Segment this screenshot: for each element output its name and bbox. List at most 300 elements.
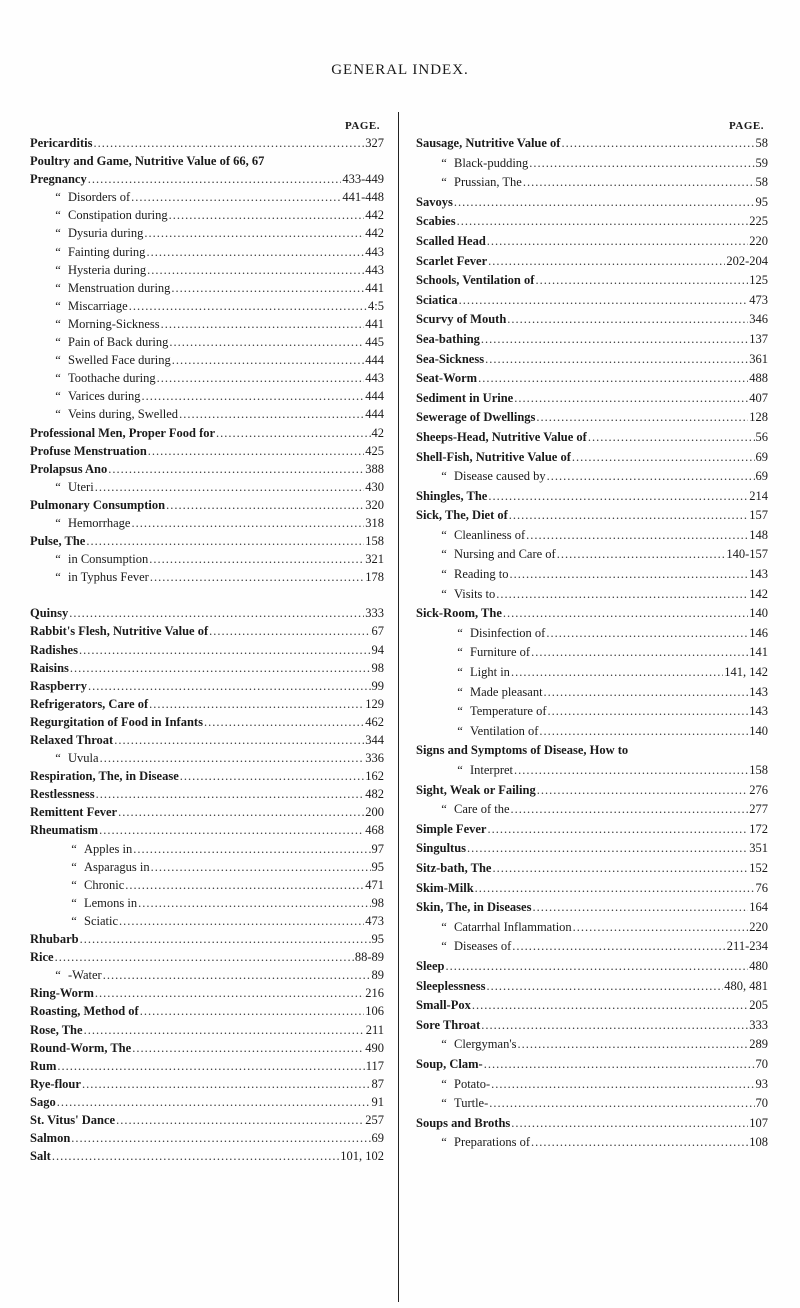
- index-entry: [416, 371, 768, 391]
- dot-leader: [55, 950, 354, 965]
- index-entry: [30, 335, 384, 353]
- entry-term: Sciatic: [84, 913, 119, 928]
- entry-page: 361: [749, 351, 768, 366]
- index-entry: [30, 751, 384, 769]
- entry-page: 480: [749, 958, 768, 973]
- entry-term: Pulmonary Consumption: [30, 497, 166, 512]
- dot-leader: [157, 371, 365, 386]
- index-entry: [30, 299, 384, 317]
- index-entry: [30, 462, 384, 480]
- index-entry: [30, 226, 384, 244]
- dot-leader: [99, 823, 364, 838]
- entry-term: Savoys: [416, 194, 453, 209]
- entry-term: Veins during, Swelled: [68, 407, 179, 422]
- entry-page: 344: [365, 733, 384, 747]
- entry-page: 93: [755, 1076, 768, 1091]
- entry-page: 162: [365, 769, 384, 784]
- dot-leader: [132, 1041, 364, 1056]
- entry-page: 94: [371, 642, 384, 657]
- index-entry: [30, 154, 384, 172]
- entry-term: Morning-Sickness: [68, 316, 160, 331]
- dot-leader: [69, 606, 364, 621]
- entry-page: 141, 142: [724, 665, 768, 680]
- entry-term: Scurvy of Mouth: [416, 312, 507, 327]
- entry-term: Disinfection of: [470, 625, 546, 640]
- dot-leader: [514, 391, 748, 406]
- entry-page: 346: [749, 312, 768, 327]
- dot-leader: [148, 444, 364, 459]
- entry-term: Shingles, The: [416, 488, 488, 503]
- entry-page: 202-204: [726, 253, 768, 268]
- index-entry: [30, 407, 384, 425]
- entry-term: Radishes: [30, 642, 78, 657]
- entry-term: Soups and Broths: [416, 1115, 511, 1130]
- dot-leader: [511, 1116, 748, 1131]
- ditto-mark: “: [55, 226, 61, 241]
- dot-leader: [140, 1004, 365, 1019]
- index-entry: [416, 959, 768, 979]
- entry-page: 462: [365, 714, 384, 729]
- entry-page: 143: [749, 704, 768, 719]
- index-entry: [30, 281, 384, 299]
- ditto-mark: “: [55, 570, 61, 585]
- entry-term: Raisins: [30, 660, 69, 675]
- index-entry: [30, 371, 384, 389]
- ditto-mark: “: [441, 1135, 447, 1150]
- entry-page: 164: [749, 900, 768, 915]
- entry-term: Made pleasant: [470, 684, 543, 699]
- index-entry: [30, 570, 384, 588]
- entry-term: Prussian, The: [454, 175, 522, 190]
- entry-term: Skin, The, in Diseases: [416, 900, 532, 915]
- entry-term: Restlessness: [30, 787, 95, 802]
- index-entry: [416, 783, 768, 803]
- index-entry: [416, 1135, 768, 1155]
- index-entry: [416, 195, 768, 215]
- entry-page: 327: [365, 136, 384, 150]
- entry-page: 433-449: [342, 172, 384, 187]
- entry-page: 444: [365, 407, 384, 422]
- index-entry: [30, 534, 384, 552]
- entry-page: 140-157: [726, 547, 768, 562]
- entry-term: Fainting during: [68, 244, 146, 259]
- ditto-mark: “: [55, 968, 61, 983]
- entry-page: 76: [755, 880, 768, 895]
- index-entry: [30, 679, 384, 697]
- dot-leader: [142, 389, 365, 404]
- index-entry: [416, 410, 768, 430]
- entry-term: Sea-bathing: [416, 331, 480, 346]
- index-entry: [416, 136, 768, 156]
- ditto-mark: “: [55, 280, 61, 295]
- index-column-right: [416, 120, 768, 1155]
- dot-leader: [149, 697, 364, 712]
- dot-leader: [161, 317, 365, 332]
- page-header: GENERAL INDEX.: [331, 62, 469, 78]
- dot-leader: [487, 822, 748, 837]
- index-entry: [30, 697, 384, 715]
- index-entry: [416, 998, 768, 1018]
- entry-term: Rabbit's Flesh, Nutritive Value of: [30, 624, 209, 639]
- ditto-mark: “: [71, 841, 77, 856]
- entry-page: 257: [365, 1112, 384, 1127]
- entry-term: Schools, Ventilation of: [416, 273, 535, 288]
- entry-page: 106: [365, 1004, 384, 1019]
- index-entry: [416, 645, 768, 665]
- entry-page: 42: [371, 425, 384, 440]
- entry-page: 276: [749, 782, 768, 797]
- entry-page: 146: [749, 625, 768, 640]
- dot-leader: [146, 245, 364, 260]
- index-entry: [30, 317, 384, 335]
- entry-page: 108: [749, 1135, 768, 1150]
- index-entry: [30, 1077, 384, 1095]
- entry-page: 425: [365, 443, 384, 458]
- index-entry: [30, 950, 384, 968]
- entry-page: 318: [365, 515, 384, 530]
- ditto-mark: “: [55, 208, 61, 223]
- dot-leader: [478, 371, 748, 386]
- entry-term: Diseases of: [454, 939, 512, 954]
- index-entry: [416, 273, 768, 293]
- dot-leader: [536, 410, 748, 425]
- dot-leader: [488, 489, 748, 504]
- entry-page: 442: [365, 226, 384, 241]
- index-entry: [30, 245, 384, 263]
- dot-leader: [179, 407, 364, 422]
- entry-page: 69: [371, 1131, 384, 1146]
- index-entry: [30, 914, 384, 932]
- entry-page: 320: [365, 497, 384, 512]
- index-entry: [30, 516, 384, 534]
- entry-page: 70: [755, 1056, 768, 1071]
- entry-page: 443: [365, 244, 384, 259]
- entry-page: 443: [365, 262, 384, 277]
- entry-term: Salmon: [30, 1131, 71, 1146]
- entry-term: Rose, The: [30, 1022, 83, 1037]
- dot-leader: [485, 352, 748, 367]
- index-entry: [416, 450, 768, 470]
- index-entry: [416, 430, 768, 450]
- entry-term: Salt: [30, 1149, 51, 1164]
- entry-page: 468: [365, 823, 384, 838]
- dot-leader: [88, 172, 342, 187]
- index-entry: [30, 769, 384, 787]
- dot-leader: [445, 959, 748, 974]
- entry-term: Ring-Worm: [30, 986, 94, 1001]
- entry-term: Professional Men, Proper Food for: [30, 425, 216, 440]
- entry-page: 321: [365, 552, 384, 567]
- index-column-left: [30, 120, 384, 1167]
- entry-page: 443: [365, 371, 384, 386]
- entry-term: in Consumption: [68, 552, 149, 567]
- dot-leader: [546, 626, 748, 641]
- ditto-mark: “: [441, 1076, 447, 1091]
- index-entry: [416, 547, 768, 567]
- index-entry: [30, 787, 384, 805]
- index-entry: [416, 293, 768, 313]
- entry-term: Cleanliness of: [454, 527, 526, 542]
- entry-page: 99: [371, 678, 384, 693]
- index-entry: [30, 715, 384, 733]
- dot-leader: [138, 896, 370, 911]
- dot-leader: [88, 679, 371, 694]
- index-entry: [30, 353, 384, 371]
- index-entry: [416, 900, 768, 920]
- entry-term: Raspberry: [30, 678, 87, 693]
- dot-leader: [172, 353, 364, 368]
- index-entry: [416, 939, 768, 959]
- entry-page: 430: [365, 479, 384, 494]
- entry-page: 58: [755, 175, 768, 190]
- entry-page: 95: [371, 859, 384, 874]
- dot-leader: [114, 733, 364, 748]
- entry-term: Simple Fever: [416, 821, 487, 836]
- ditto-mark: “: [55, 353, 61, 368]
- page-column-label: PAGE.: [345, 120, 380, 132]
- index-entry: [416, 841, 768, 861]
- dot-leader: [103, 968, 371, 983]
- entry-page: 214: [749, 488, 768, 503]
- ditto-mark: “: [441, 919, 447, 934]
- dot-leader: [147, 263, 364, 278]
- entry-term: Round-Worm, The: [30, 1040, 132, 1055]
- index-entry: [30, 1131, 384, 1149]
- dot-leader: [131, 516, 364, 531]
- entry-page: 336: [365, 751, 384, 766]
- dot-leader: [507, 312, 748, 327]
- index-entry: [30, 842, 384, 860]
- dot-leader: [467, 841, 748, 856]
- entry-page: 58: [755, 136, 768, 150]
- entry-term: Catarrhal Inflammation: [454, 919, 572, 934]
- index-entry: [30, 1113, 384, 1131]
- dot-leader: [539, 724, 748, 739]
- entry-term: Sewerage of Dwellings: [416, 410, 536, 425]
- entry-term: Clergyman's: [454, 1037, 517, 1052]
- index-entry: [30, 1041, 384, 1059]
- index-entry: [30, 498, 384, 516]
- ditto-mark: “: [457, 723, 463, 738]
- dot-leader: [116, 1113, 364, 1128]
- entry-term: Scarlet Fever: [416, 253, 488, 268]
- ditto-mark: “: [55, 371, 61, 386]
- dot-leader: [95, 480, 365, 495]
- dot-leader: [523, 175, 755, 190]
- entry-page: 91: [371, 1094, 384, 1109]
- entry-term: Swelled Face during: [68, 353, 171, 368]
- dot-leader: [484, 1057, 755, 1072]
- entry-page: 98: [371, 895, 384, 910]
- entry-term: -Water: [68, 968, 102, 983]
- entry-term: Miscarriage: [68, 298, 128, 313]
- ditto-mark: “: [441, 586, 447, 601]
- dot-leader: [216, 426, 370, 441]
- entry-term: Hemorrhage: [68, 515, 131, 530]
- entry-page: 444: [365, 353, 384, 368]
- index-entry: [416, 1096, 768, 1116]
- index-entry: [30, 208, 384, 226]
- entry-page: 140: [749, 606, 768, 621]
- index-entry: [416, 685, 768, 705]
- dot-leader: [82, 1077, 371, 1092]
- index-entry: [416, 587, 768, 607]
- index-entry: [30, 552, 384, 570]
- index-entry: [416, 704, 768, 724]
- entry-term: Small-Pox: [416, 998, 471, 1013]
- entry-term: Sea-Sickness: [416, 351, 485, 366]
- entry-term: Rice: [30, 950, 54, 965]
- dot-leader: [531, 1135, 748, 1150]
- index-entry: [30, 878, 384, 896]
- entry-term: Skim-Milk: [416, 880, 474, 895]
- entry-term: Chronic: [84, 877, 125, 892]
- entry-page: 220: [749, 919, 768, 934]
- ditto-mark: “: [441, 547, 447, 562]
- index-entry: [416, 1037, 768, 1057]
- index-entry: [30, 172, 384, 190]
- dot-leader: [171, 281, 364, 296]
- dot-leader: [588, 430, 755, 445]
- dot-leader: [503, 606, 748, 621]
- entry-term: Care of the: [454, 802, 510, 817]
- entry-page: 69: [755, 449, 768, 464]
- entry-page: 289: [749, 1037, 768, 1052]
- dot-leader: [481, 1018, 748, 1033]
- dot-leader: [457, 214, 749, 229]
- ditto-mark: “: [441, 1096, 447, 1111]
- entry-term: Light in: [470, 665, 510, 680]
- entry-term: Black-pudding: [454, 155, 529, 170]
- entry-page: 117: [365, 1058, 384, 1073]
- entry-term: Sleeplessness: [416, 978, 486, 993]
- entry-page: 125: [749, 273, 768, 288]
- index-entry: [416, 1077, 768, 1097]
- entries-left: [30, 136, 384, 1167]
- dot-leader: [180, 769, 365, 784]
- dot-leader: [488, 254, 725, 269]
- entry-term: Varices during: [68, 389, 141, 404]
- dot-leader: [80, 932, 371, 947]
- entry-page: 142: [749, 586, 768, 601]
- entry-page: 351: [749, 841, 768, 856]
- index-entry: [416, 332, 768, 352]
- entry-term: in Typhus Fever: [68, 570, 149, 585]
- entries-right: [416, 136, 768, 1155]
- ditto-mark: “: [55, 262, 61, 277]
- entry-page: 4:5: [368, 298, 384, 313]
- entry-page: 98: [371, 660, 384, 675]
- index-entry: [30, 389, 384, 407]
- entry-term: Preparations of: [454, 1135, 531, 1150]
- entry-page: 148: [749, 527, 768, 542]
- entry-page: 480, 481: [724, 978, 768, 993]
- dot-leader: [572, 450, 755, 465]
- index-entry: [30, 823, 384, 841]
- index-entry: [30, 136, 384, 154]
- entry-term: Asparagus in: [84, 859, 150, 874]
- dot-leader: [548, 704, 749, 719]
- entry-term: Hysteria during: [68, 262, 147, 277]
- entry-page: 490: [365, 1040, 384, 1055]
- entry-page: 143: [749, 684, 768, 699]
- dot-leader: [526, 528, 748, 543]
- entry-page: 220: [749, 233, 768, 248]
- entry-page: 95: [371, 932, 384, 947]
- ditto-mark: “: [441, 175, 447, 190]
- page-column-label: PAGE.: [729, 120, 764, 132]
- entry-term: Sleep: [416, 958, 445, 973]
- dot-leader: [149, 552, 364, 567]
- dot-leader: [454, 195, 755, 210]
- index-entry: [30, 986, 384, 1004]
- entry-term: Sago: [30, 1094, 56, 1109]
- dot-leader: [169, 335, 364, 350]
- index-entry: [416, 1116, 768, 1136]
- entry-page: 88-89: [354, 950, 384, 965]
- index-entry: [30, 624, 384, 642]
- entry-page: 441-448: [342, 190, 384, 205]
- entry-term: Rum: [30, 1058, 57, 1073]
- index-entry: [416, 567, 768, 587]
- entry-page: 67: [371, 624, 384, 639]
- ditto-mark: “: [55, 316, 61, 331]
- dot-leader: [537, 783, 749, 798]
- dot-leader: [133, 842, 370, 857]
- index-entry: [30, 444, 384, 462]
- index-entry: [416, 979, 768, 999]
- entry-term: Sausage, Nutritive Value of: [416, 136, 561, 150]
- dot-leader: [547, 469, 755, 484]
- index-entry: [416, 469, 768, 489]
- ditto-mark: “: [457, 704, 463, 719]
- entry-page: 211: [365, 1022, 384, 1037]
- dot-leader: [512, 939, 726, 954]
- entry-term: Temperature of: [470, 704, 547, 719]
- dot-leader: [119, 914, 364, 929]
- dot-leader: [93, 136, 364, 151]
- entry-page: 445: [365, 335, 384, 350]
- dot-leader: [79, 643, 371, 658]
- entry-term: Interpret: [470, 763, 514, 777]
- entry-page: 59: [755, 155, 768, 170]
- entry-term: St. Vitus' Dance: [30, 1112, 116, 1127]
- entry-term: Constipation during: [68, 208, 168, 223]
- entry-term: Ventilation of: [470, 723, 539, 738]
- entry-page: 471: [365, 877, 384, 892]
- ditto-mark: “: [55, 335, 61, 350]
- ditto-mark: “: [71, 895, 77, 910]
- dot-leader: [486, 979, 723, 994]
- index-entry: [30, 733, 384, 751]
- dot-leader: [514, 763, 748, 778]
- index-entry: [416, 175, 768, 195]
- entry-term: Profuse Menstruation: [30, 443, 147, 458]
- entry-term: Soup, Clam-: [416, 1056, 483, 1071]
- dot-leader: [57, 1095, 371, 1110]
- entry-page: 441: [365, 280, 384, 295]
- dot-leader: [561, 136, 754, 151]
- entry-term: Dysuria during: [68, 226, 144, 241]
- dot-leader: [573, 920, 749, 935]
- dot-leader: [129, 299, 367, 314]
- dot-leader: [535, 273, 748, 288]
- entry-term: Sediment in Urine: [416, 390, 514, 405]
- entry-page: 89: [371, 968, 384, 983]
- ditto-mark: “: [55, 389, 61, 404]
- entry-page: 157: [749, 508, 768, 523]
- dot-leader: [532, 900, 748, 915]
